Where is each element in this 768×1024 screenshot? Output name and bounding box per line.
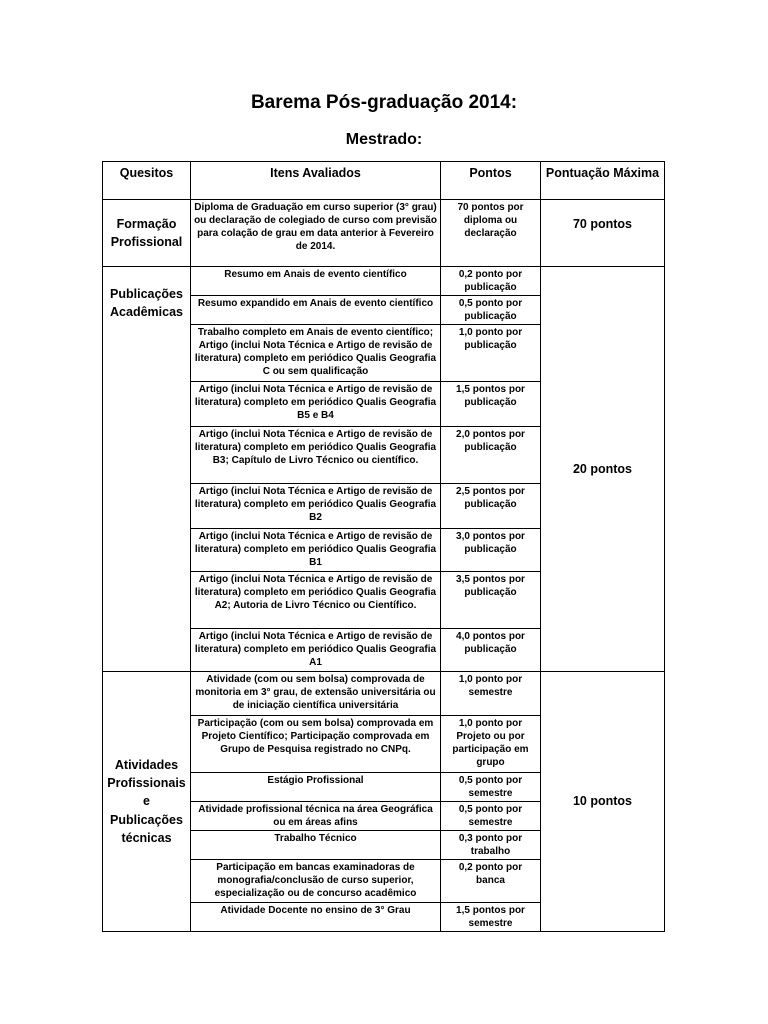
- item-cell: Resumo em Anais de evento científico: [191, 267, 441, 296]
- item-cell: Participação (com ou sem bolsa) comprovada em Projeto Científico; Participação comprovada em Grupo de Pesquisa registrado no CNPq.: [191, 716, 441, 773]
- item-cell: Atividade Docente no ensino de 3° Grau: [191, 903, 441, 932]
- item-cell: Artigo (inclui Nota Técnica e Artigo de revisão de literatura) completo em periódico Qualis Geografia B3; Capítulo de Livro Técnico ou científico.: [191, 427, 441, 484]
- item-cell: Artigo (inclui Nota Técnica e Artigo de revisão de literatura) completo em periódico Qualis Geografia A2; Autoria de Livro Técnico ou Científico.: [191, 572, 441, 629]
- item-cell: Diploma de Graduação em curso superior (3° grau) ou declaração de colegiado de curso com previsão para colação de grau em data anterior à Fevereiro de 2014.: [191, 200, 441, 267]
- header-itens-avaliados: Itens Avaliados: [191, 162, 441, 200]
- pontos-cell: 1,0 ponto por Projeto ou por participação em grupo: [441, 716, 541, 773]
- pontos-cell: 0,5 ponto por semestre: [441, 773, 541, 802]
- pontuacao-maxima-cell: 20 pontos: [541, 267, 665, 672]
- pontuacao-maxima-cell: 70 pontos: [541, 200, 665, 267]
- table-row: [103, 672, 665, 716]
- pontuacao-maxima-cell: 10 pontos: [541, 672, 665, 932]
- quesito-cell: Publicações Acadêmicas: [103, 267, 191, 672]
- pontos-cell: 1,0 ponto por publicação: [441, 325, 541, 382]
- item-cell: Artigo (inclui Nota Técnica e Artigo de revisão de literatura) completo em periódico Qualis Geografia B1: [191, 529, 441, 572]
- item-cell: Artigo (inclui Nota Técnica e Artigo de revisão de literatura) completo em periódico Qualis Geografia B2: [191, 484, 441, 529]
- table-body: [103, 200, 665, 932]
- pontos-cell: 0,2 ponto por publicação: [441, 267, 541, 296]
- table-row: [103, 267, 665, 296]
- table-header-row: [103, 162, 665, 200]
- table-row: [103, 200, 665, 267]
- pontos-cell: 0,5 ponto por publicação: [441, 296, 541, 325]
- item-cell: Atividade (com ou sem bolsa) comprovada de monitoria em 3° grau, de extensão universitária ou de iniciação científica universitária: [191, 672, 441, 716]
- pontos-cell: 70 pontos por diploma ou declaração: [441, 200, 541, 267]
- pontos-cell: 2,0 pontos por publicação: [441, 427, 541, 484]
- pontos-cell: 1,5 pontos por publicação: [441, 382, 541, 427]
- pontos-cell: 0,2 ponto por banca: [441, 860, 541, 903]
- item-cell: Artigo (inclui Nota Técnica e Artigo de revisão de literatura) completo em periódico Qualis Geografia A1: [191, 629, 441, 672]
- item-cell: Resumo expandido em Anais de evento científico: [191, 296, 441, 325]
- pontos-cell: 1,5 pontos por semestre: [441, 903, 541, 932]
- header-pontuacao-maxima: Pontuação Máxima: [541, 162, 665, 200]
- header-pontos: Pontos: [441, 162, 541, 200]
- quesito-cell: Atividades Profissionais e Publicações técnicas: [103, 672, 191, 932]
- header-quesitos: Quesitos: [103, 162, 191, 200]
- pontos-cell: 2,5 pontos por publicação: [441, 484, 541, 529]
- pontos-cell: 0,3 ponto por trabalho: [441, 831, 541, 860]
- item-cell: Estágio Profissional: [191, 773, 441, 802]
- item-cell: Participação em bancas examinadoras de monografia/conclusão de curso superior, especialização ou de concurso acadêmico: [191, 860, 441, 903]
- document-title: Barema Pós-graduação 2014:: [250, 92, 518, 113]
- item-cell: Trabalho completo em Anais de evento científico; Artigo (inclui Nota Técnica e Artigo de revisão de literatura) completo em periódico Qualis Geografia C ou sem qualificação: [191, 325, 441, 382]
- pontos-cell: 4,0 pontos por publicação: [441, 629, 541, 672]
- pontos-cell: 0,5 ponto por semestre: [441, 802, 541, 831]
- quesito-cell: Formação Profissional: [103, 200, 191, 267]
- pontos-cell: 3,5 pontos por publicação: [441, 572, 541, 629]
- pontos-cell: 1,0 ponto por semestre: [441, 672, 541, 716]
- item-cell: Atividade profissional técnica na área Geográfica ou em áreas afins: [191, 802, 441, 831]
- document-subtitle: Mestrado:: [345, 131, 423, 148]
- item-cell: Artigo (inclui Nota Técnica e Artigo de revisão de literatura) completo em periódico Qualis Geografia B5 e B4: [191, 382, 441, 427]
- pontos-cell: 3,0 pontos por publicação: [441, 529, 541, 572]
- barema-table: [102, 161, 665, 932]
- item-cell: Trabalho Técnico: [191, 831, 441, 860]
